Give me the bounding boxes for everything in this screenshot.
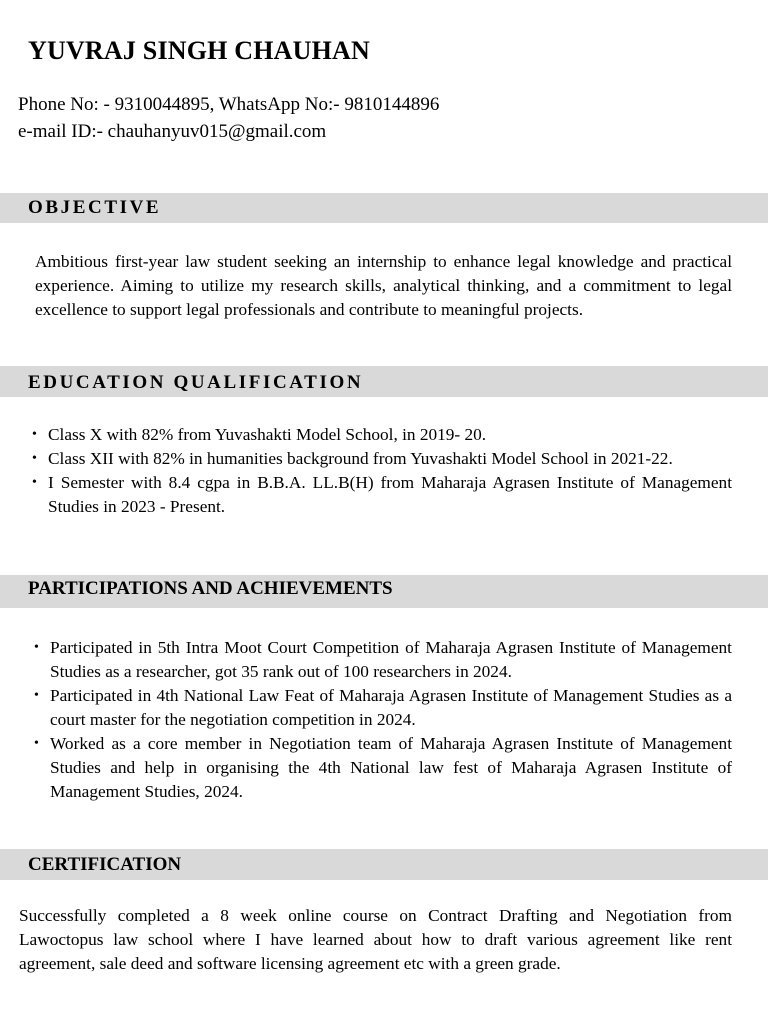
education-list bbox=[48, 423, 732, 519]
achievement-item: • Participated in 5th Intra Moot Court Competition of Maharaja Agrasen Institute of Management Studies as a researcher, got 35 rank out of 100 researchers in 2024. bbox=[50, 636, 732, 684]
email-line: e-mail ID:- chauhanyuv015@gmail.com bbox=[18, 121, 327, 142]
objective-text: Ambitious first-year law student seeking an internship to enhance legal knowledge and practical experience. Aiming to utilize my research skills, analytical thinking, and a commitment to legal excellence to support legal professionals and contribute to meaningful projects. bbox=[35, 252, 732, 319]
objective-title: OBJECTIVE bbox=[28, 197, 162, 218]
education-title: EDUCATION QUALIFICATION bbox=[28, 372, 364, 393]
education-item: • I Semester with 8.4 cgpa in B.B.A. LL.B(H) from Maharaja Agrasen Institute of Management Studies in 2023 - Present. bbox=[48, 471, 732, 519]
candidate-name: YUVRAJ SINGH CHAUHAN bbox=[28, 36, 371, 65]
education-item: • Class X with 82% from Yuvashakti Model School, in 2019- 20. bbox=[48, 423, 732, 447]
achievements-title: PARTICIPATIONS AND ACHIEVEMENTS bbox=[28, 578, 393, 599]
achievements-list bbox=[50, 636, 732, 804]
certification-text: Successfully completed a 8 week online course on Contract Drafting and Negotiation from Lawoctopus law school where I have learned about how to draft various agreement like rent agreement, sale deed and software licensing agreement etc with a green grade. bbox=[19, 906, 732, 973]
certification-title: CERTIFICATION bbox=[28, 854, 182, 875]
achievement-item: • Participated in 4th National Law Feat of Maharaja Agrasen Institute of Management Studies as a court master for the negotiation competition in 2024. bbox=[50, 684, 732, 732]
phone-line: Phone No: - 9310044895, WhatsApp No:- 9810144896 bbox=[18, 94, 440, 115]
achievement-item: • Worked as a core member in Negotiation team of Maharaja Agrasen Institute of Management Studies and help in organising the 4th National law fest of Maharaja Agrasen Institute of Management Studies, 2024. bbox=[50, 732, 732, 804]
education-item: • Class XII with 82% in humanities background from Yuvashakti Model School in 2021-22. bbox=[48, 447, 732, 471]
